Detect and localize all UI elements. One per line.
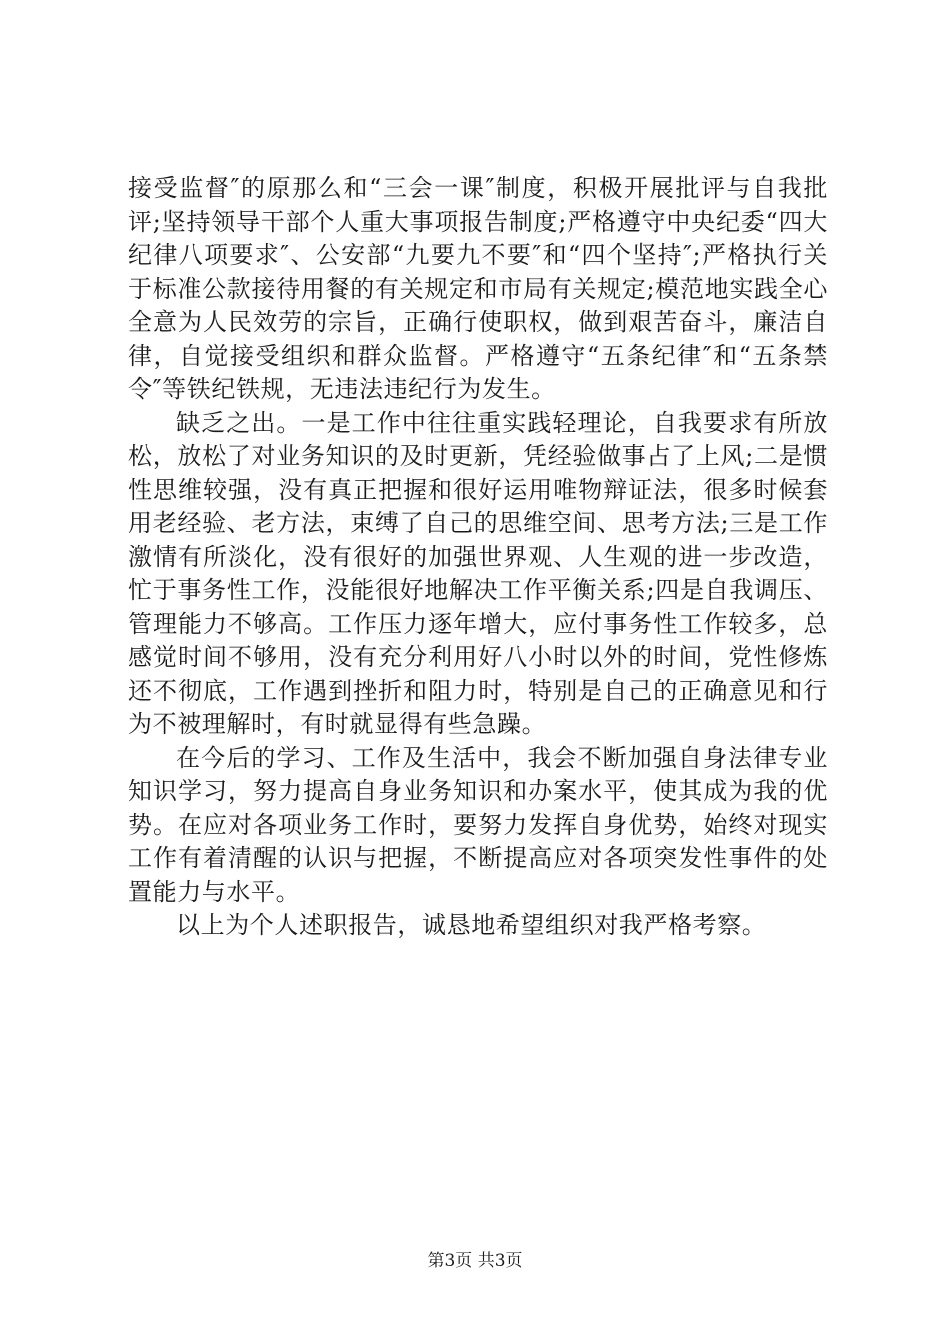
paragraph-closing: 以上为个人述职报告，诚恳地希望组织对我严格考察。 [176,911,767,939]
page-number-footer: 第3页 共3页 [427,1251,523,1271]
paragraph-future-plans: 在今后的学习、工作及生活中，我会不断加强自身法律专业知识学习，努力提高自身业务知识和办案水平，使其成为我的优势。在应对各项业务工作时，要努力发挥自身优势，始终对现实工作有着清醒的认识与把握，不断提高应对各项突发性事件的处置能力与水平。 [128,743,828,906]
paragraph-continued: 接受监督″的原那么和“三会一课″制度，积极开展批评与自我批评;坚持领导干部个人重大事项报告制度;严格遵守中央纪委“四大纪律八项要求″、公安部“九要九不要″和“四个坚持″;严格执行关于标准公款接待用餐的有关规定和市局有关规定;模范地实践全心全意为人民效劳的宗旨，正确行使职权，做到艰苦奋斗，廉洁自律，自觉接受组织和群众监督。严格遵守“五条纪律″和“五条禁令″等铁纪铁规，无违法违纪行为发生。 [128,174,828,403]
document-body [128,172,828,943]
paragraph-shortcomings: 缺乏之出。一是工作中往往重实践轻理论，自我要求有所放松，放松了对业务知识的及时更新，凭经验做事占了上风;二是惯性思维较强，没有真正把握和很好运用唯物辩证法，很多时候套用老经验、老方法，束缚了自己的思维空间、思考方法;三是工作激情有所淡化，没有很好的加强世界观、人生观的进一步改造，忙于事务性工作，没能很好地解决工作平衡关系;四是自我调压、管理能力不够高。工作压力逐年增大，应付事务性工作较多，总感觉时间不够用，没有充分利用好八小时以外的时间，党性修炼还不彻底，工作遇到挫折和阻力时，特别是自己的正确意见和行为不被理解时，有时就显得有些急躁。 [128,408,828,738]
